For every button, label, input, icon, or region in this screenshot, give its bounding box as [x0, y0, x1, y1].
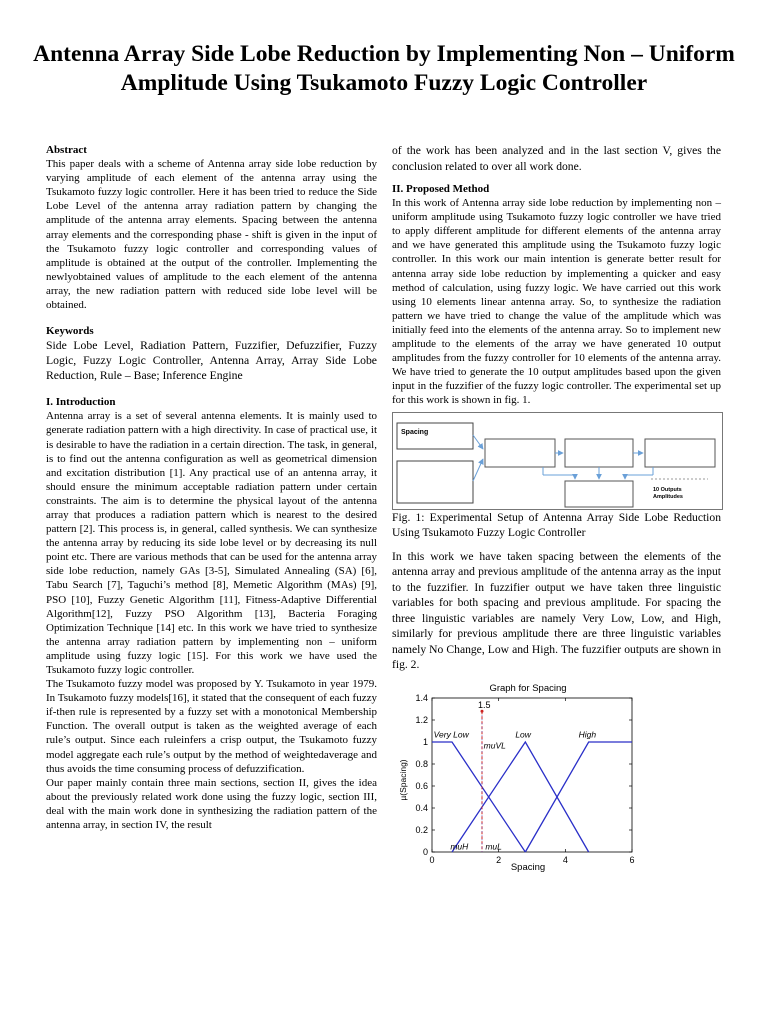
muh-label: muH: [450, 840, 469, 851]
defuzzifier-box: [645, 439, 715, 467]
setup-diagram-svg: [393, 413, 722, 509]
chart-xlabel: Spacing: [510, 861, 546, 873]
low-label: Low: [515, 729, 531, 740]
spacing-box: [397, 423, 473, 449]
inference-box: [565, 439, 633, 467]
proposed-heading: II. Proposed Method: [392, 183, 490, 195]
introduction-p1: Antenna array is a set of several antenna elements. It is mainly used to generate radiation pattern with a high directivity. In case of practical use, it is desirable to have the radiation in a certain direction. The task, in general, is to find out the antenna configuration as well as geometrical dimension and excitation distribution [1]. Any practical use of an antenna array, it should ensure the minimum acceptable radiation pattern under certain constraints. The aim is to determine the physical layout of the antenna array that produces a radiation pattern which is nearest to the desired pattern [2]. This process is, in general, called synthesis. We can synthesize the antenna array by reducing its side lobe level or by decreasing its null point etc. There are various methods that can be used for the antenna array side lobe reduction, namely GAs [3-5], Simulated Annealing (SA) [6], Tabu Search [7], Taguchi’s method [8], Memetic Algorithm (MAs) [9], PSO [10], Fuzzy Genetic Algorithm [11], Fitness-Adaptive Differential Algorithm[12], Fuzzy PSO Algorithm [13], Bacteria Foraging Optimization Technique [14] etc. In this work we have tried to synthesize the antenna array radiation pattern by implementing non – uniform amplitude using fuzzy logic [15]. For this work we have used the Tsukamoto fuzzy logic controller.: [46, 410, 377, 676]
outputs-label-line2: Amplitudes: [653, 493, 683, 500]
input-value-label: 1.5: [478, 699, 491, 710]
abstract-text: This paper deals with a scheme of Antenna array side lobe reduction by varying amplitude of each element of the antenna array using the Tsukamoto fuzzy logic controller. Here it has been tried to reduce the Side Lobe Level of the antenna array radiation pattern by changing the amplitude of the antenna array elements. Spacing between the antenna array elements and the corresponding phase - shift is given in the input of the Tsukamoto fuzzy logic controller and corresponding values of amplitude is obtained at the output of the controller. Implementing the newlyobtained values of amplitude to the each element of the antenna array, the new radiation pattern with reduced side lobe level will be obtained.: [46, 158, 377, 312]
mul-label: muL: [485, 840, 502, 851]
y-tick-label: 1: [422, 736, 428, 747]
muvl-label: muVL: [483, 740, 506, 751]
y-tick-label: 0.2: [415, 824, 428, 835]
y-tick-label: 0.8: [415, 758, 428, 769]
figure-1-caption: Fig. 1: Experimental Setup of Antenna Array Side Lobe Reduction Using Tsukamoto Fuzzy Logic Controller: [392, 510, 721, 539]
right-column: [392, 143, 721, 874]
y-tick-label: 0: [422, 846, 428, 857]
fuzzifier-box: [485, 439, 555, 467]
spacing-box-label: Spacing: [401, 428, 429, 436]
high-label: High: [578, 729, 597, 740]
y-tick-label: 0.6: [415, 780, 428, 791]
introduction-continued: of the work has been analyzed and in the last section V, gives the conclusion related to over all work done.: [392, 144, 721, 173]
chart-title: Graph for Spacing: [489, 682, 567, 694]
figure-1-setup-diagram: [392, 412, 723, 510]
x-tick-label: 0: [429, 854, 435, 865]
keywords-text: Side Lobe Level, Radiation Pattern, Fuzzifier, Defuzzifier, Fuzzy Logic, Fuzzy Logic Controller, Antenna Array, Array Side Lobe Reduction, Rule – Base; Inference Engine: [46, 339, 377, 383]
x-tick-label: 6: [629, 854, 635, 865]
paper-title: Antenna Array Side Lobe Reduction by Implementing Non – Uniform Amplitude Using Tsukamoto Fuzzy Logic Controller: [33, 41, 735, 96]
spacing-chart-svg: [392, 678, 644, 874]
figure-2-spacing-chart: [392, 678, 644, 874]
left-column: [46, 143, 377, 832]
proposed-p2: In this work we have taken spacing between the elements of the antenna array and previous amplitude of the antenna array as the input to the fuzzifier. In fuzzifier output we have taken three linguistic variables for both spacing and previous amplitude. For spacing the three linguistic variables are namely Very Low, Low, and High, similarly for previous amplitude there are three linguistic variables namely No Change, Low and High. The fuzzifier outputs are shown in fig. 2.: [392, 549, 721, 671]
abstract-heading: Abstract: [46, 144, 87, 156]
y-tick-label: 1.2: [415, 714, 428, 725]
introduction-p2: The Tsukamoto fuzzy model was proposed by Y. Tsukamoto in year 1979. In Tsukamoto fuzzy models[16], it stated that the consequent of each fuzzy if-then rule is represented by a fuzzy set with a monotonical Membership Function. The overall output is taken as the weighted average of each rule’s output. Since each ruleinfers a crisp output, the Tsukamoto fuzzy model aggregate each rule’s output by the method of weightedaverage and thus avoids the time consuming process of defuzzification.: [46, 678, 377, 775]
y-tick-label: 0.4: [415, 802, 428, 813]
chart-ylabel: µ(Spacing): [398, 758, 408, 801]
very-low-label: Very Low: [433, 729, 469, 740]
rule-base-box: [565, 481, 633, 507]
proposed-p1: In this work of Antenna array side lobe reduction by implementing non – uniform amplitude using Tsukamoto fuzzy logic controller we have tried to apply different amplitude for different elements of the antenna array and we have generated this amplitude using the Tsukamoto fuzzy logic controller. In this work our main intention is generate better result for antenna array side lobe reduction by implementing a quicker and easy method of calculation, using fuzzy logic. We have carried out this work using 10 elements linear antenna array. So, to synthesize the radiation pattern we have tried to change the value of the amplitude which was initially feed into the elements of the antenna array. So to implement new amplitude to the elements of the array we have generated 10 output amplitudes from the fuzzy controller for 10 elements of the antenna array. We have tried to generate the 10 output amplitudes based upon the given input in the fuzzifier of the fuzzy logic controller. The experimental set up for this work is shown in fig. 1.: [392, 197, 721, 407]
chart-background: [392, 678, 644, 874]
amplitude-input-box: [397, 461, 473, 503]
y-tick-label: 1.4: [415, 692, 428, 703]
introduction-p3: Our paper mainly contain three main sections, section II, gives the idea about the previously related work done using the fuzzy logic, section III, deal with the main work done in synthesizing the radiation pattern of the antenna array, in section IV, the result: [46, 776, 377, 832]
x-tick-label: 2: [496, 854, 502, 865]
introduction-heading: I. Introduction: [46, 396, 116, 409]
outputs-label-line1: 10 Outputs: [653, 486, 682, 493]
x-tick-label: 4: [562, 854, 568, 865]
keywords-heading: Keywords: [46, 325, 94, 338]
